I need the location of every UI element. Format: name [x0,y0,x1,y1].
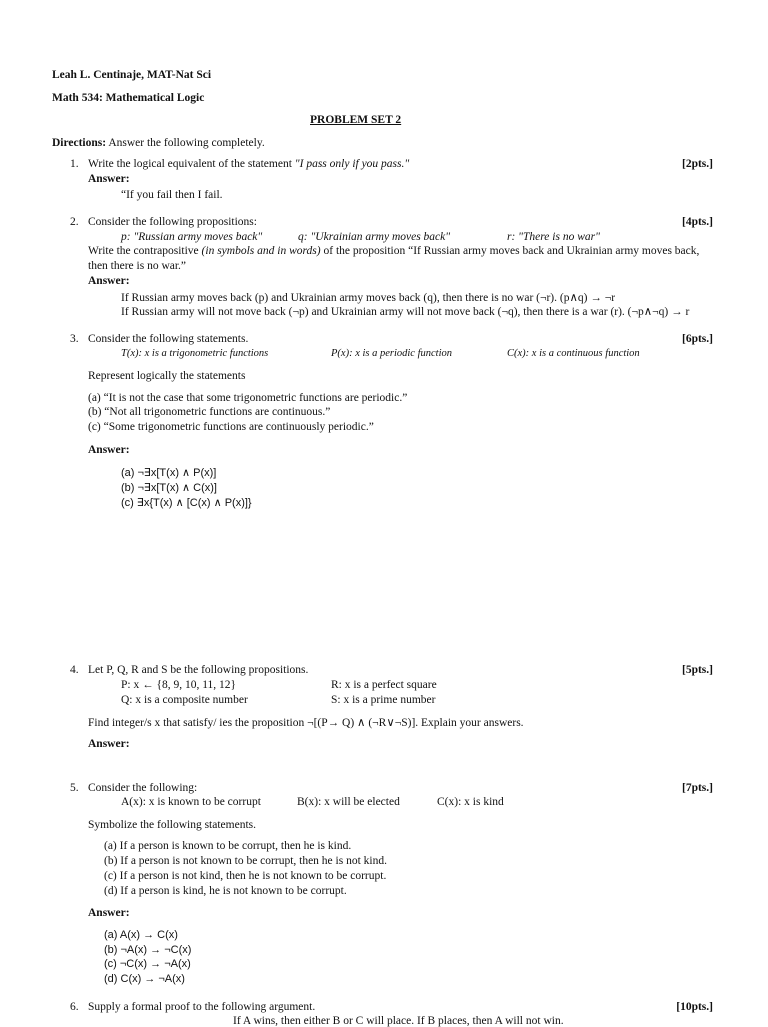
q5-def-c: C(x): x is kind [437,796,504,808]
q6-number: 6. [70,1001,79,1013]
q3-def-p: P(x): x is a periodic function [331,348,453,359]
directions [52,137,265,149]
q5-statement-a: (a) If a person is known to be corrupt, then he is kind. [104,840,352,852]
directions-text: Answer the following completely. [108,137,265,149]
q3-answer-label: Answer: [88,444,130,456]
q3-answer-c: (c) ∃x{T(x) ∧ [C(x) ∧ P(x)]} [121,497,252,509]
q5-answer-d: (d) C(x) → ¬A(x) [104,973,185,985]
q4-prop-s: S: x is a prime number [331,694,436,706]
q5-statement-c: (c) If a person is not kind, then he is not known to be corrupt. [104,870,387,882]
q6-argument: If A wins, then either B or C will place. If B places, then A will not win. [233,1015,564,1027]
author-line: Leah L. Centinaje, MAT-Nat Sci [52,69,212,81]
q2-text: Consider the following propositions: [88,216,257,228]
q2-instr-c: of the proposition “If Russian army moves back and Ukrainian army moves back, [320,245,700,257]
q2-answer-2: If Russian army will not move back (¬p) and Ukrainian army will not move back (¬q), then there is a war (r). (¬p∧¬q) → r [121,306,690,318]
q2-prop-q: q: "Ukrainian army moves back" [298,231,451,243]
q4-prop-q: Q: x is a composite number [121,694,248,706]
q2-number: 2. [70,216,79,228]
q6-text: Supply a formal proof to the following argument. [88,1001,316,1013]
q5-answer-b: (b) ¬A(x) → ¬C(x) [104,944,192,956]
q1-answer: “If you fail then I fail. [121,189,223,201]
q2-instr-b: (in symbols and in words) [201,245,321,257]
q2-points: [4pts.] [682,216,713,228]
q3-def-c: C(x): x is a continuous function [507,348,640,359]
q1-text: Write the logical equivalent of the statement [88,158,295,170]
q2-instr-a: Write the contrapositive [88,245,202,257]
q3-number: 3. [70,333,79,345]
course-line: Math 534: Mathematical Logic [52,92,205,104]
q1-answer-label: Answer: [88,173,130,185]
q4-prop-p: P: x ← {8, 9, 10, 11, 12} [121,679,237,691]
page-title: PROBLEM SET 2 [310,114,402,126]
q5-symbolize: Symbolize the following statements. [88,819,257,831]
q3-statement-a: (a) “It is not the case that some trigonometric functions are periodic.” [88,392,408,404]
q3-text: Consider the following statements. [88,333,249,345]
q4-find: Find integer/s x that satisfy/ ies the proposition ¬[(P→ Q) ∧ (¬R∨¬S)]. Explain your answers. [88,717,524,729]
q2-instruction [88,245,699,257]
q5-number: 5. [70,782,79,794]
q1-points: [2pts.] [682,158,713,170]
directions-label: Directions: [52,137,107,149]
q2-prop-r: r: "There is no war" [507,231,600,243]
q5-statement-b: (b) If a person is not known to be corrupt, then he is not kind. [104,855,387,867]
q6-points: [10pts.] [676,1001,713,1013]
q5-statement-d: (d) If a person is kind, he is not known to be corrupt. [104,885,347,897]
q5-answer-a: (a) A(x) → C(x) [104,929,178,941]
q1-number: 1. [70,158,79,170]
q5-answer-c: (c) ¬C(x) → ¬A(x) [104,958,191,970]
q3-statement-b: (b) “Not all trigonometric functions are continuous.” [88,406,331,418]
q3-points: [6pts.] [682,333,713,345]
q3-answer-a: (a) ¬∃x[T(x) ∧ P(x)] [121,467,217,479]
q1-prompt [88,158,409,170]
q2-answer-1: If Russian army moves back (p) and Ukrainian army moves back (q), then there is no war (¬r). (p∧q) → ¬r [121,292,616,304]
q5-def-a: A(x): x is known to be corrupt [121,796,261,808]
q1-quote: "I pass only if you pass." [294,158,410,170]
q4-answer-label: Answer: [88,738,130,750]
q4-text: Let P, Q, R and S be the following propositions. [88,664,309,676]
q2-instruction-cont: then there is no war.” [88,260,187,272]
q5-text: Consider the following: [88,782,198,794]
q3-answer-b: (b) ¬∃x[T(x) ∧ C(x)] [121,482,217,494]
q5-def-b: B(x): x will be elected [297,796,400,808]
q4-prop-r: R: x is a perfect square [331,679,437,691]
q4-number: 4. [70,664,79,676]
q5-points: [7pts.] [682,782,713,794]
q4-points: [5pts.] [682,664,713,676]
q2-answer-label: Answer: [88,275,130,287]
q5-answer-label: Answer: [88,907,130,919]
q3-def-t: T(x): x is a trigonometric functions [121,348,269,359]
q3-statement-c: (c) “Some trigonometric functions are continuously periodic.” [88,421,374,433]
q2-prop-p: p: "Russian army moves back" [121,231,263,243]
q3-represent: Represent logically the statements [88,370,246,382]
